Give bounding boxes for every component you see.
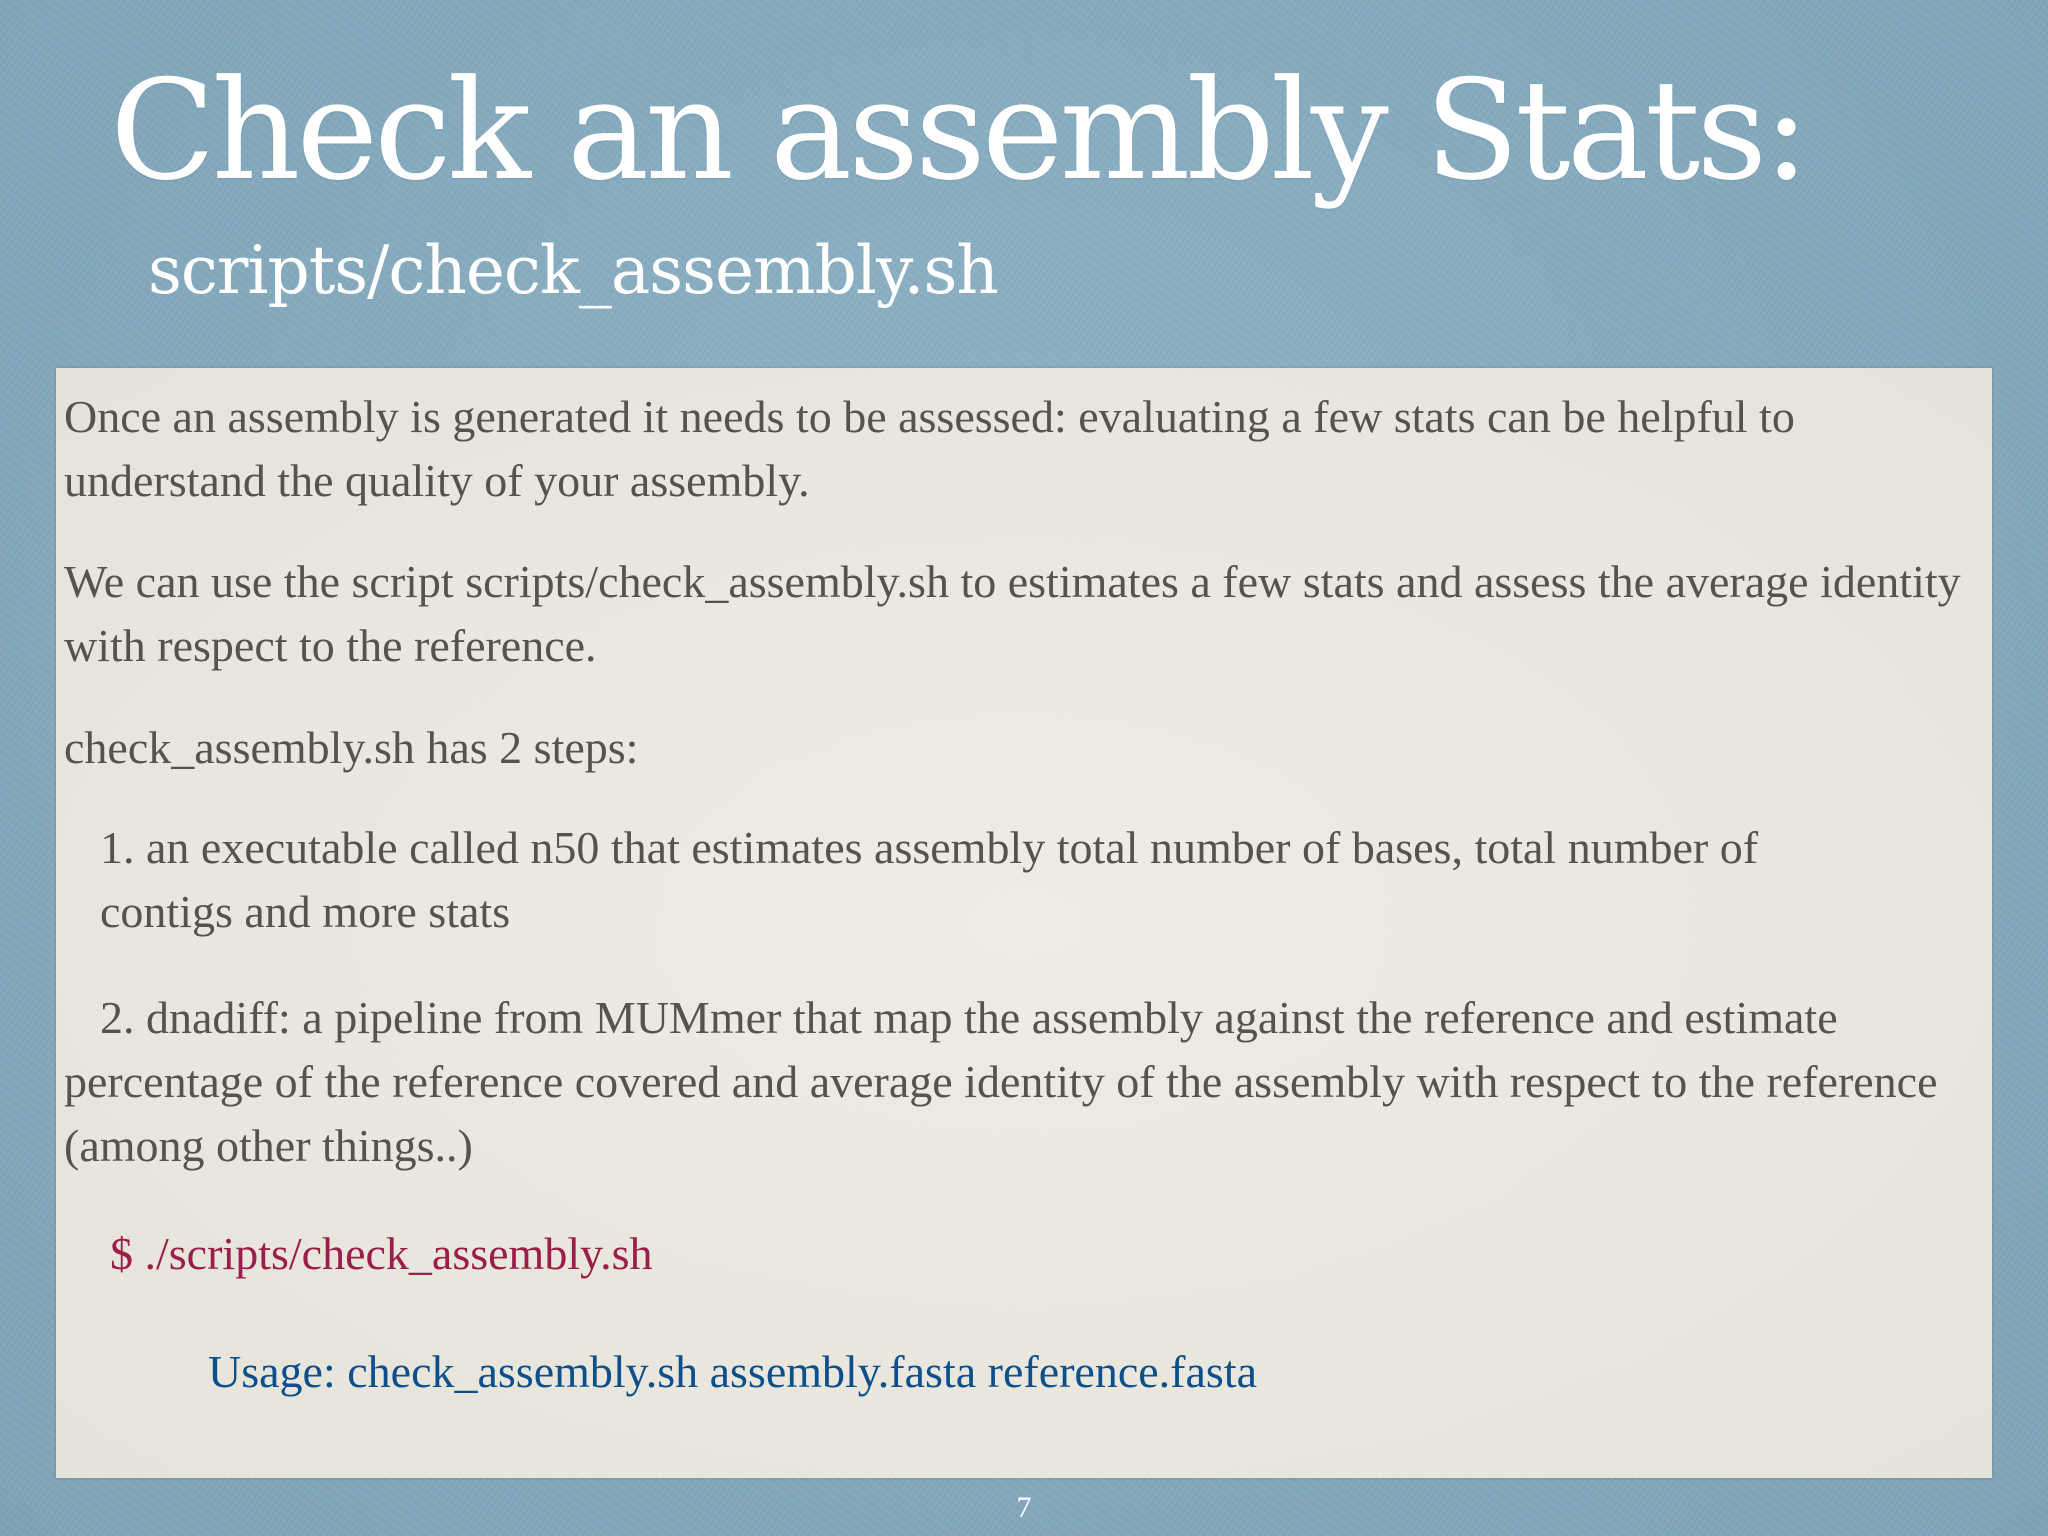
slide-subtitle: scripts/check_assembly.sh [148,232,998,309]
intro-paragraph: Once an assembly is generated it needs to be assessed: evaluating a few stats can be helpful to understand the quality of your assembly. [64,391,1795,506]
usage-line: Usage: check_assembly.sh assembly.fasta reference.fasta [208,1346,1258,1397]
command-line: $ ./scripts/check_assembly.sh [110,1228,653,1279]
script-description-paragraph: We can use the script scripts/check_assembly.sh to estimates a few stats and assess the average identity with respect to the reference. [64,556,1961,671]
step-item-dnadiff: 2. dnadiff: a pipeline from MUMmer that map the assembly against the reference and estimate percentage of the reference covered and average identity of the assembly with respect to the reference (among other things..) [64,992,1938,1171]
steps-heading: check_assembly.sh has 2 steps: [64,722,639,773]
slide-title: Check an assembly Stats: [110,50,1806,211]
step-item-n50: 1. an executable called n50 that estimates assembly total number of bases, total number of contigs and more stats [100,822,1759,937]
page-number: 7 [1016,1491,1032,1524]
